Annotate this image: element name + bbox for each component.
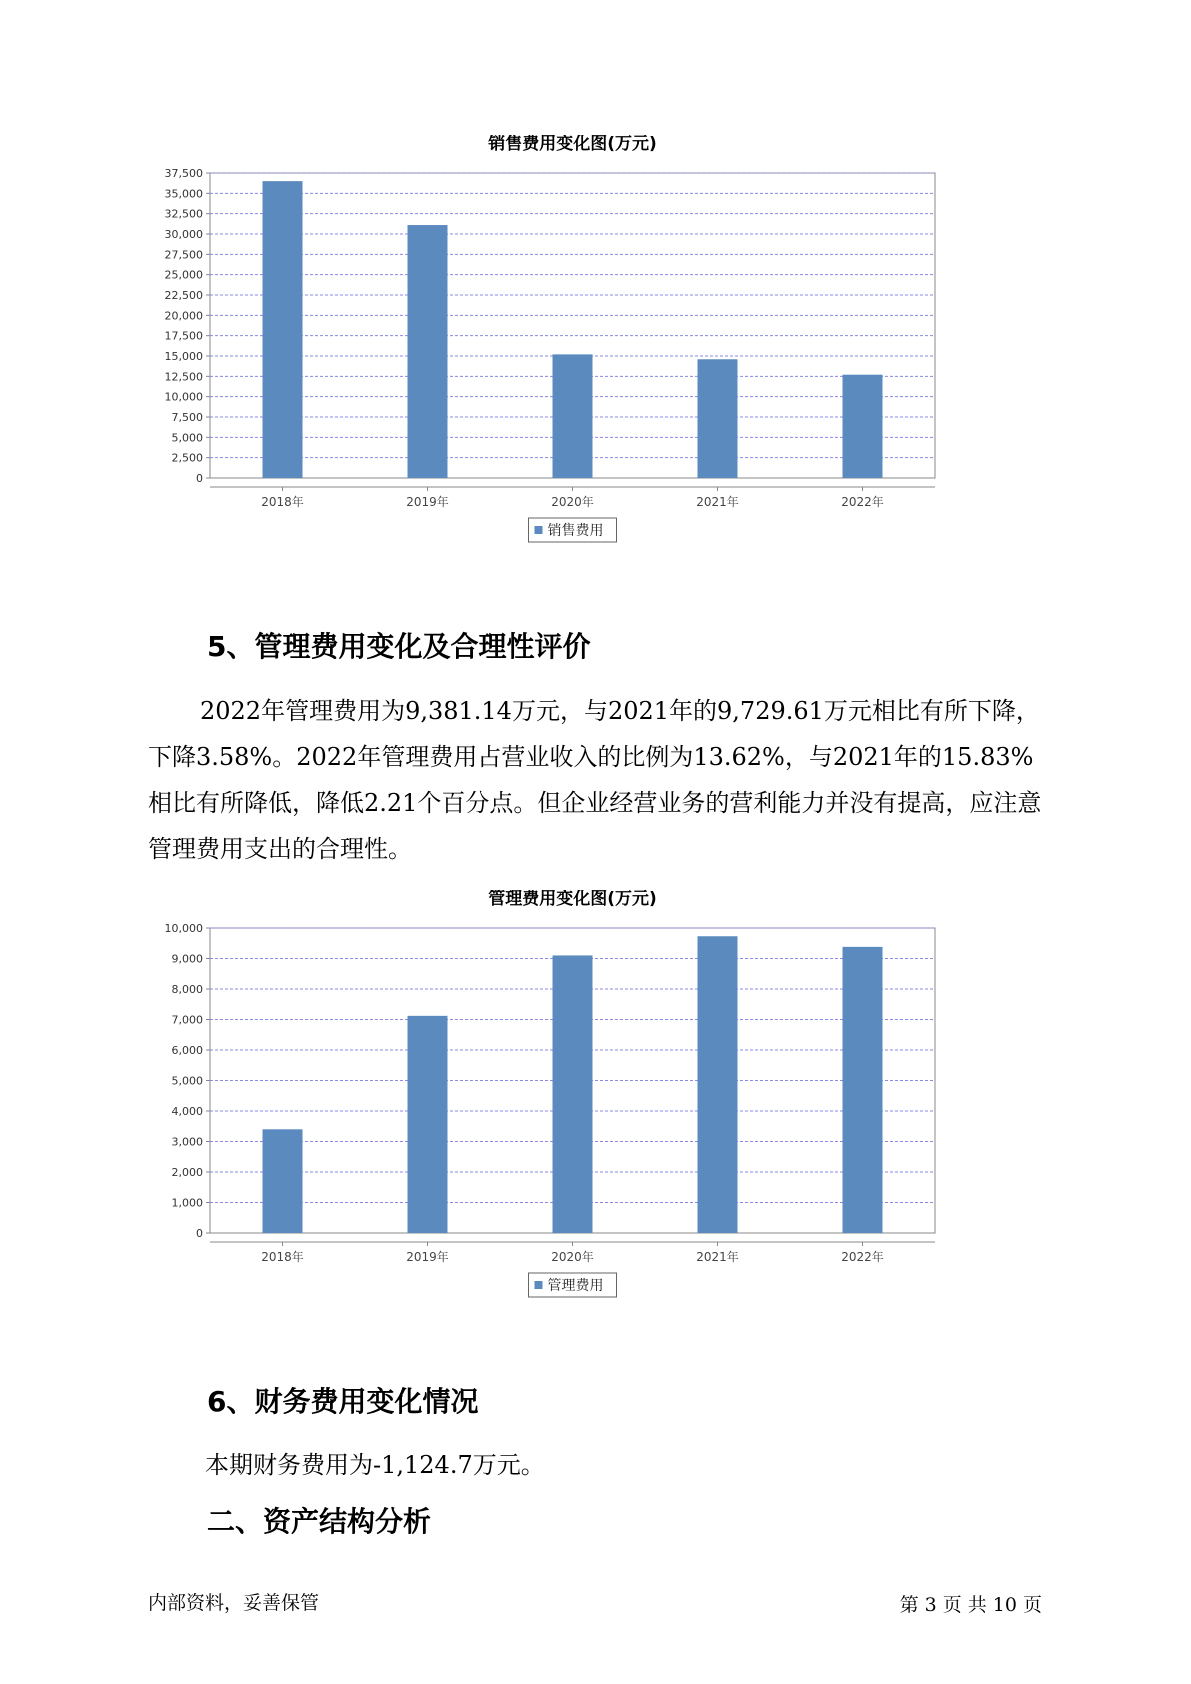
x-tick-label: 2021年 xyxy=(696,495,739,509)
y-tick-label: 5,000 xyxy=(171,431,203,445)
bar xyxy=(408,1016,448,1233)
legend-swatch xyxy=(535,526,543,534)
x-tick-label: 2022年 xyxy=(841,1250,884,1264)
y-tick-label: 32,500 xyxy=(164,207,203,221)
y-tick-label: 8,000 xyxy=(171,983,203,996)
footer-total-pages: 10 xyxy=(992,1594,1017,1616)
section-6-heading: 6、财务费用变化情况 xyxy=(207,1385,479,1418)
y-tick-label: 9,000 xyxy=(171,952,203,966)
sales-expense-chart-svg xyxy=(150,135,1030,595)
y-tick-label: 17,500 xyxy=(164,329,203,343)
x-tick-label: 2018年 xyxy=(261,495,304,509)
y-tick-label: 2,000 xyxy=(171,1166,203,1179)
chart-title: 管理费用变化图(万元) xyxy=(488,890,657,909)
bar xyxy=(553,354,593,478)
x-tick-label: 2019年 xyxy=(406,1250,449,1264)
bar xyxy=(263,181,303,478)
y-tick-label: 1,000 xyxy=(171,1196,203,1210)
y-tick-label: 7,000 xyxy=(171,1013,203,1027)
bar xyxy=(843,375,883,478)
bar xyxy=(698,359,738,478)
part-2-heading: 二、资产结构分析 xyxy=(207,1505,432,1538)
y-tick-label: 3,000 xyxy=(171,1135,203,1149)
y-tick-label: 12,500 xyxy=(164,370,203,384)
section-5-paragraph-text: 2022年管理费用为9,381.14万元，与2021年的9,729.61万元相比有所下降，下降3.58%。2022年管理费用占营业收入的比例为13.62%，与2021年的15.83%相比有所降低，降低2.21个百分点。但企业经营业务的营利能力并没有提高，应注意管理费用支出的合理性。 xyxy=(148,697,1042,863)
x-tick-label: 2021年 xyxy=(696,1250,739,1264)
footer-current-page: 3 xyxy=(924,1594,937,1616)
footer-page-number xyxy=(900,1590,1048,1617)
bar xyxy=(843,947,883,1233)
y-tick-label: 30,000 xyxy=(164,228,203,241)
y-tick-label: 10,000 xyxy=(164,390,203,404)
sales-expense-chart xyxy=(150,135,1030,595)
footer-total-label-a: 共 xyxy=(967,1594,987,1616)
section-5-heading: 5、管理费用变化及合理性评价 xyxy=(207,630,591,663)
y-tick-label: 7,500 xyxy=(171,411,203,424)
y-tick-label: 37,500 xyxy=(164,167,203,180)
y-tick-label: 5,000 xyxy=(171,1074,203,1088)
y-tick-label: 2,500 xyxy=(171,451,203,465)
y-tick-label: 35,000 xyxy=(164,187,203,201)
y-tick-label: 4,000 xyxy=(171,1105,203,1118)
section-5-paragraph xyxy=(148,688,1048,872)
bar xyxy=(698,936,738,1233)
y-tick-label: 10,000 xyxy=(164,922,203,935)
bar xyxy=(408,225,448,478)
admin-expense-chart xyxy=(150,890,1030,1350)
legend-label: 销售费用 xyxy=(547,523,604,539)
legend-label: 管理费用 xyxy=(547,1278,604,1294)
y-tick-label: 0 xyxy=(196,1227,203,1240)
y-tick-label: 6,000 xyxy=(171,1044,203,1057)
chart-title: 销售费用变化图(万元) xyxy=(488,135,657,154)
admin-expense-chart-svg xyxy=(150,890,1030,1350)
section-6-paragraph: 本期财务费用为-1,124.7万元。 xyxy=(205,1451,545,1479)
footer-page-label-b: 页 xyxy=(942,1594,962,1616)
x-tick-label: 2018年 xyxy=(261,1250,304,1264)
x-tick-label: 2020年 xyxy=(551,495,594,509)
y-tick-label: 22,500 xyxy=(164,289,203,302)
x-tick-label: 2019年 xyxy=(406,495,449,509)
y-tick-label: 20,000 xyxy=(164,309,203,323)
footer-page-label-a: 第 xyxy=(899,1594,919,1616)
y-tick-label: 15,000 xyxy=(164,350,203,363)
y-tick-label: 0 xyxy=(196,472,203,485)
y-tick-label: 25,000 xyxy=(164,268,203,282)
legend-swatch xyxy=(535,1281,543,1289)
x-tick-label: 2022年 xyxy=(841,495,884,509)
footer-confidential-note: 内部资料，妥善保管 xyxy=(148,1592,320,1614)
bar xyxy=(553,955,593,1233)
y-tick-label: 27,500 xyxy=(164,248,203,262)
bar xyxy=(263,1129,303,1233)
x-tick-label: 2020年 xyxy=(551,1250,594,1264)
footer-total-label-b: 页 xyxy=(1022,1594,1042,1616)
